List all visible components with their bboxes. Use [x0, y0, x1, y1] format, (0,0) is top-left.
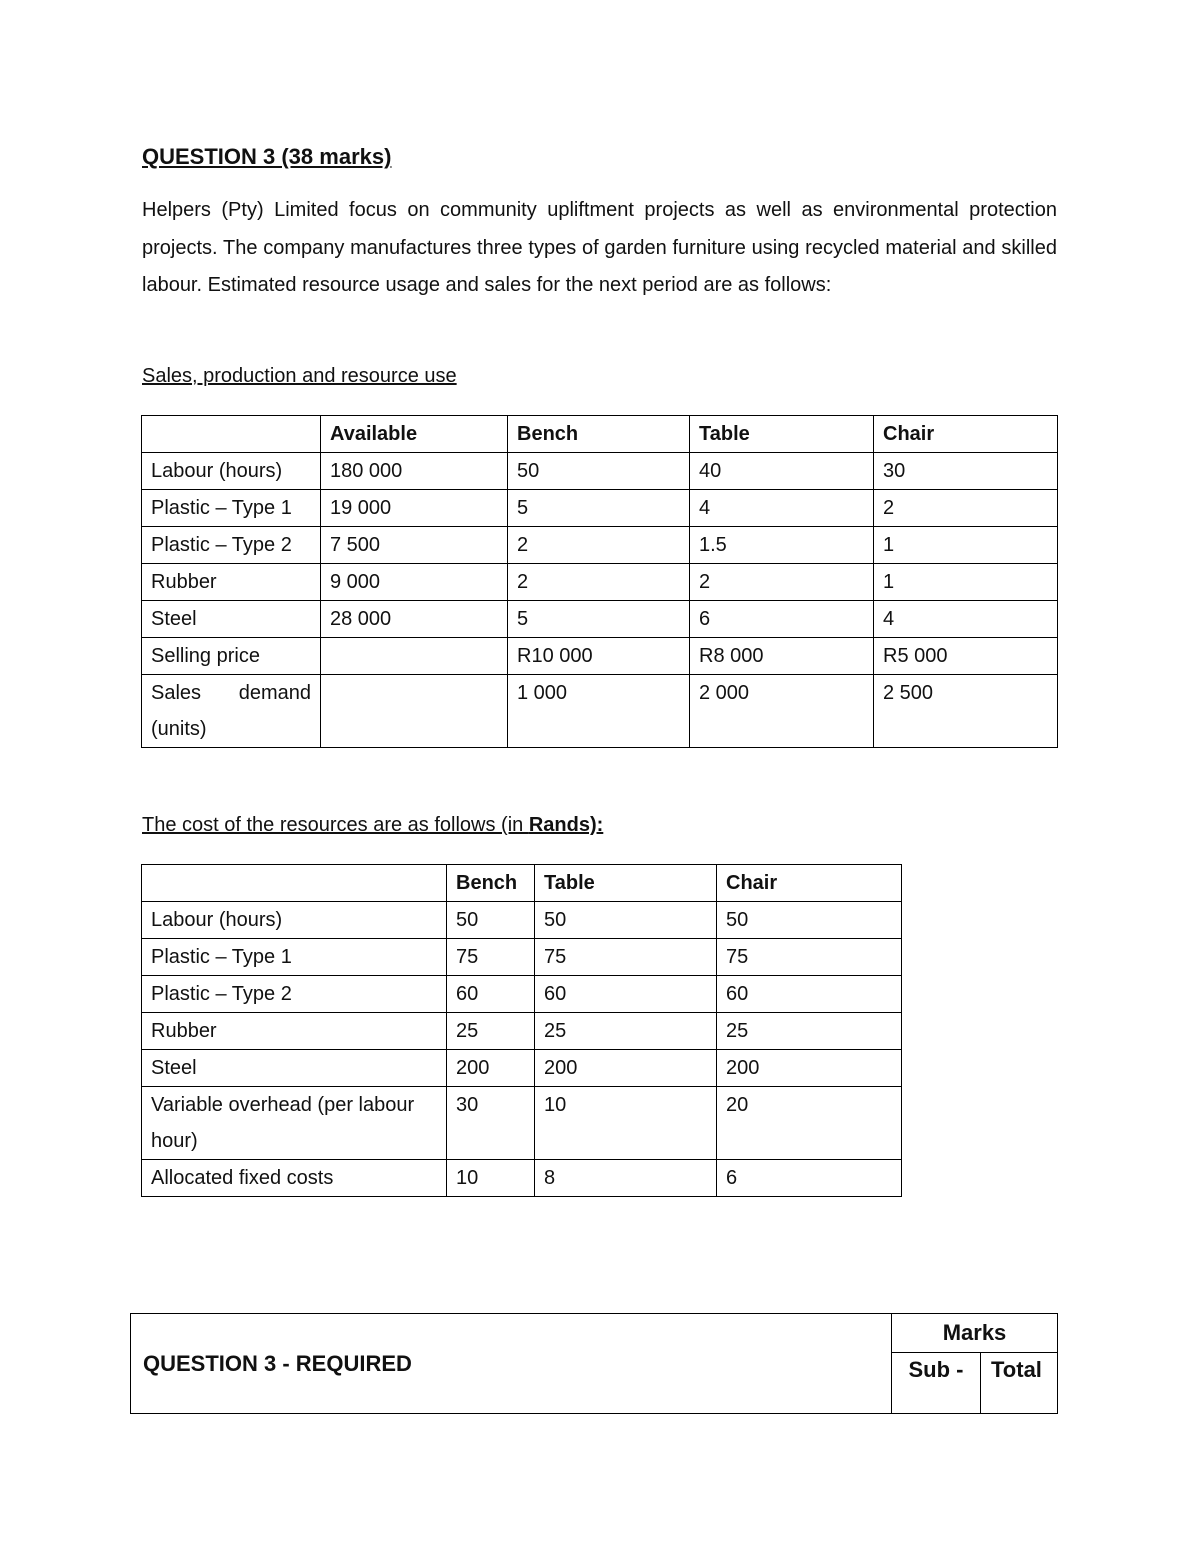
- resource-cost-table: [141, 864, 902, 1197]
- row-label: Labour (hours): [142, 902, 447, 939]
- caption-text: The cost of the resources are as follows (in: [142, 814, 529, 836]
- table-cell: 40: [690, 453, 874, 490]
- header-cell: Bench: [447, 865, 535, 902]
- row-label: Rubber: [142, 564, 321, 601]
- table-cell: 25: [717, 1013, 902, 1050]
- table-cell: 20: [717, 1087, 902, 1160]
- table-cell: 75: [535, 939, 717, 976]
- table-cell: 2 500: [874, 675, 1058, 748]
- table-cell: 50: [535, 902, 717, 939]
- header-cell: Table: [690, 416, 874, 453]
- table-cell: 50: [508, 453, 690, 490]
- table-cell: 30: [874, 453, 1058, 490]
- table-row: [142, 675, 1058, 748]
- question-heading: QUESTION 3 (38 marks): [142, 144, 392, 169]
- row-label: Steel: [142, 601, 321, 638]
- table-cell: R5 000: [874, 638, 1058, 675]
- required-marks-table: [130, 1313, 1058, 1414]
- table-row: [142, 939, 902, 976]
- table-cell: 200: [447, 1050, 535, 1087]
- table-cell: 9 000: [321, 564, 508, 601]
- total-marks-header: Total: [981, 1353, 1058, 1414]
- header-cell: Table: [535, 865, 717, 902]
- row-label: Rubber: [142, 1013, 447, 1050]
- table-cell: 2: [508, 527, 690, 564]
- table-row: [142, 902, 902, 939]
- table-cell: 180 000: [321, 453, 508, 490]
- table-row: [142, 490, 1058, 527]
- table-row: [142, 1087, 902, 1160]
- table-cell: 19 000: [321, 490, 508, 527]
- row-label: Plastic – Type 2: [142, 527, 321, 564]
- row-label: Labour (hours): [142, 453, 321, 490]
- table-cell: 200: [717, 1050, 902, 1087]
- table-cell: 30: [447, 1087, 535, 1160]
- row-label: Selling price: [142, 638, 321, 675]
- table-cell: 200: [535, 1050, 717, 1087]
- table-cell: R8 000: [690, 638, 874, 675]
- table-cell: R10 000: [508, 638, 690, 675]
- sales-production-table: [141, 415, 1058, 748]
- table-cell: 1 000: [508, 675, 690, 748]
- table-cell: 1: [874, 564, 1058, 601]
- row-label: Allocated fixed costs: [142, 1160, 447, 1197]
- table-row: [142, 453, 1058, 490]
- caption-bold-text: Rands):: [528, 814, 604, 836]
- table-row: [142, 564, 1058, 601]
- header-cell: [142, 865, 447, 902]
- table-cell: 8: [535, 1160, 717, 1197]
- row-label-line: (units): [151, 718, 207, 740]
- marks-header: Marks: [892, 1314, 1058, 1353]
- table-row: [142, 527, 1058, 564]
- table-cell: 6: [717, 1160, 902, 1197]
- table-cell: 50: [717, 902, 902, 939]
- row-label: Plastic – Type 1: [142, 490, 321, 527]
- header-cell: [142, 416, 321, 453]
- table-cell: 2: [508, 564, 690, 601]
- row-label: Steel: [142, 1050, 447, 1087]
- table-cell: 5: [508, 490, 690, 527]
- table-cell: 10: [535, 1087, 717, 1160]
- table-cell: 5: [508, 601, 690, 638]
- table-cell: 60: [717, 976, 902, 1013]
- row-label: Variable overhead (per labour hour): [142, 1087, 447, 1160]
- header-cell: Bench: [508, 416, 690, 453]
- table-cell: 50: [447, 902, 535, 939]
- table-row: [142, 976, 902, 1013]
- row-label: Plastic – Type 1: [142, 939, 447, 976]
- table-cell: 1: [874, 527, 1058, 564]
- table-cell: 25: [447, 1013, 535, 1050]
- table-cell: 2: [874, 490, 1058, 527]
- table-cell: 6: [690, 601, 874, 638]
- table-cell: 7 500: [321, 527, 508, 564]
- table-cell: 75: [717, 939, 902, 976]
- row-label: [142, 675, 321, 748]
- table-cell: 60: [447, 976, 535, 1013]
- table-cell: 4: [874, 601, 1058, 638]
- header-cell: Available: [321, 416, 508, 453]
- table-cell: 1.5: [690, 527, 874, 564]
- table-cell: [321, 675, 508, 748]
- required-title: QUESTION 3 - REQUIRED: [131, 1314, 892, 1414]
- table-cell: 2 000: [690, 675, 874, 748]
- cost-table-caption: [142, 812, 603, 838]
- sub-marks-header: Sub -: [892, 1353, 981, 1414]
- table-cell: 10: [447, 1160, 535, 1197]
- sales-table-caption: Sales, production and resource use: [142, 365, 457, 387]
- table-row: [131, 1314, 1058, 1353]
- table-row: [142, 1050, 902, 1087]
- table-row: [142, 601, 1058, 638]
- row-label: Plastic – Type 2: [142, 976, 447, 1013]
- table-cell: 28 000: [321, 601, 508, 638]
- table-cell: 4: [690, 490, 874, 527]
- header-cell: Chair: [874, 416, 1058, 453]
- table-cell: 2: [690, 564, 874, 601]
- intro-paragraph: Helpers (Pty) Limited focus on community upliftment projects as well as environmental protection projects. The company manufactures three types of garden furniture using recycled material and skilled labour. Estimated resource usage and sales for the next period are as follows:: [142, 199, 1057, 296]
- table-cell: 25: [535, 1013, 717, 1050]
- table-header-row: [142, 416, 1058, 453]
- header-cell: Chair: [717, 865, 902, 902]
- table-cell: [321, 638, 508, 675]
- table-row: [142, 1160, 902, 1197]
- table-row: [142, 1013, 902, 1050]
- table-cell: 75: [447, 939, 535, 976]
- row-label-line: Sales demand: [151, 682, 311, 704]
- table-header-row: [142, 865, 902, 902]
- table-cell: 60: [535, 976, 717, 1013]
- table-row: [142, 638, 1058, 675]
